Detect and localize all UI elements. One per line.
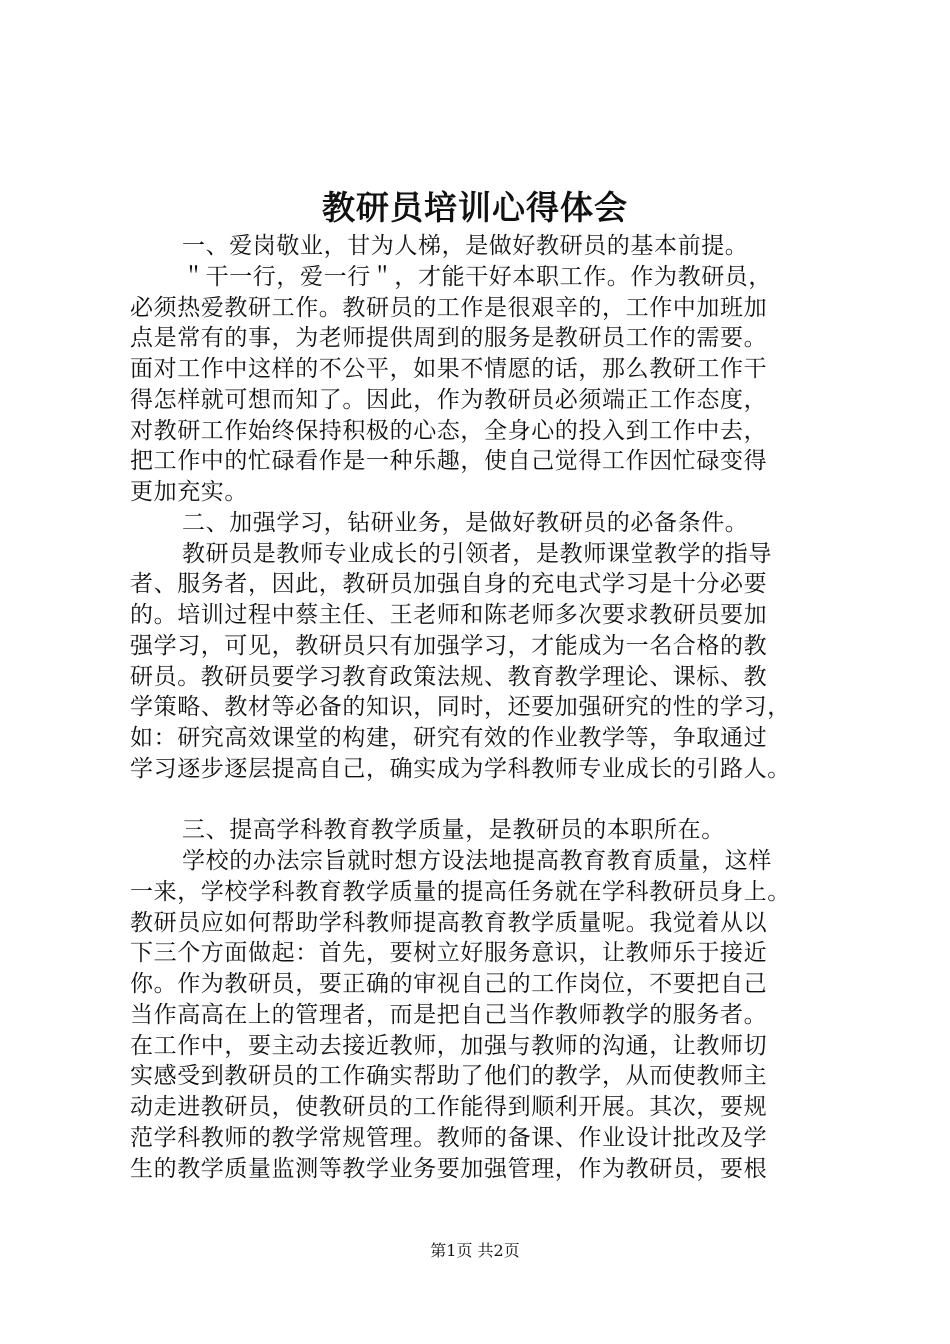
- text-line: 更加充实。: [130, 479, 248, 505]
- document-title: 教研员培训心得体会: [322, 188, 628, 227]
- text-line: 教研员应如何帮助学科教师提高教育教学质量呢。我觉着从以: [130, 909, 768, 936]
- text-line: 必须热爱教研工作。教研员的工作是很艰辛的，工作中加班加: [130, 294, 768, 321]
- text-line: 学习逐步逐层提高自己，确实成为学科教师专业成长的引路人。: [130, 755, 791, 782]
- text-line: 实感受到教研员的工作确实帮助了他们的教学，从而使教师主: [130, 1063, 768, 1090]
- text-line: 三、提高学科教育教学质量，是教研员的本职所在。: [182, 817, 725, 844]
- text-line: 当作高高在上的管理者，而是把自己当作教师教学的服务者。: [130, 1001, 768, 1028]
- text-line: 你。作为教研员，要正确的审视自己的工作岗位，不要把自己: [130, 971, 768, 997]
- text-line: 强学习，可见，教研员只有加强学习，才能成为一名合格的教: [130, 632, 768, 659]
- text-line: 教研员是教师专业成长的引领者，是教师课堂教学的指导: [182, 540, 772, 567]
- document-body: [130, 231, 855, 1184]
- text-line: 生的教学质量监测等教学业务要加强管理，作为教研员，要根: [130, 1155, 768, 1182]
- text-line: 二、加强学习，钻研业务，是做好教研员的必备条件。: [182, 509, 749, 536]
- blank-line: [130, 785, 855, 816]
- text-line: 一、爱岗敬业，甘为人梯，是做好教研员的基本前提。: [182, 233, 749, 259]
- text-line: 得怎样就可想而知了。因此，作为教研员必须端正工作态度，: [130, 386, 768, 413]
- text-line: 把工作中的忙碌看作是一种乐趣，使自己觉得工作因忙碌变得: [130, 448, 768, 475]
- text-line: 研员。教研员要学习教育政策法规、教育教学理论、课标、教: [130, 663, 768, 690]
- text-line: 动走进教研员，使教研员的工作能得到顺利开展。其次，要规: [130, 1094, 768, 1120]
- text-line: 一来，学校学科教育教学质量的提高任务就在学科教研员身上。: [130, 878, 791, 905]
- text-line: 在工作中，要主动去接近教师，加强与教师的沟通，让教师切: [130, 1032, 768, 1059]
- text-line: 者、服务者，因此，教研员加强自身的充电式学习是十分必要: [130, 571, 768, 598]
- text-line: 的。培训过程中蔡主任、王老师和陈老师多次要求教研员要加: [130, 602, 768, 628]
- text-line: 学策略、教材等必备的知识，同时，还要加强研究的性的学习，: [130, 694, 791, 721]
- text-line: 下三个方面做起：首先，要树立好服务意识，让教师乐于接近: [130, 940, 768, 967]
- text-line: 对教研工作始终保持积极的心态，全身心的投入到工作中去，: [130, 417, 768, 444]
- text-line: 点是常有的事，为老师提供周到的服务是教研员工作的需要。: [130, 325, 768, 352]
- text-line: 范学科教师的教学常规管理。教师的备课、作业设计批改及学: [130, 1124, 768, 1151]
- text-line: 学校的办法宗旨就时想方设法地提高教育教育质量，这样: [182, 848, 772, 874]
- text-line: 如：研究高效课堂的构建，研究有效的作业教学等，争取通过: [130, 725, 768, 751]
- page-number: 第1页 共2页: [430, 1241, 520, 1260]
- text-line: 面对工作中这样的不公平，如果不情愿的话，那么教研工作干: [130, 356, 768, 382]
- text-line: ＂干一行，爱一行＂，才能干好本职工作。作为教研员，: [182, 263, 772, 290]
